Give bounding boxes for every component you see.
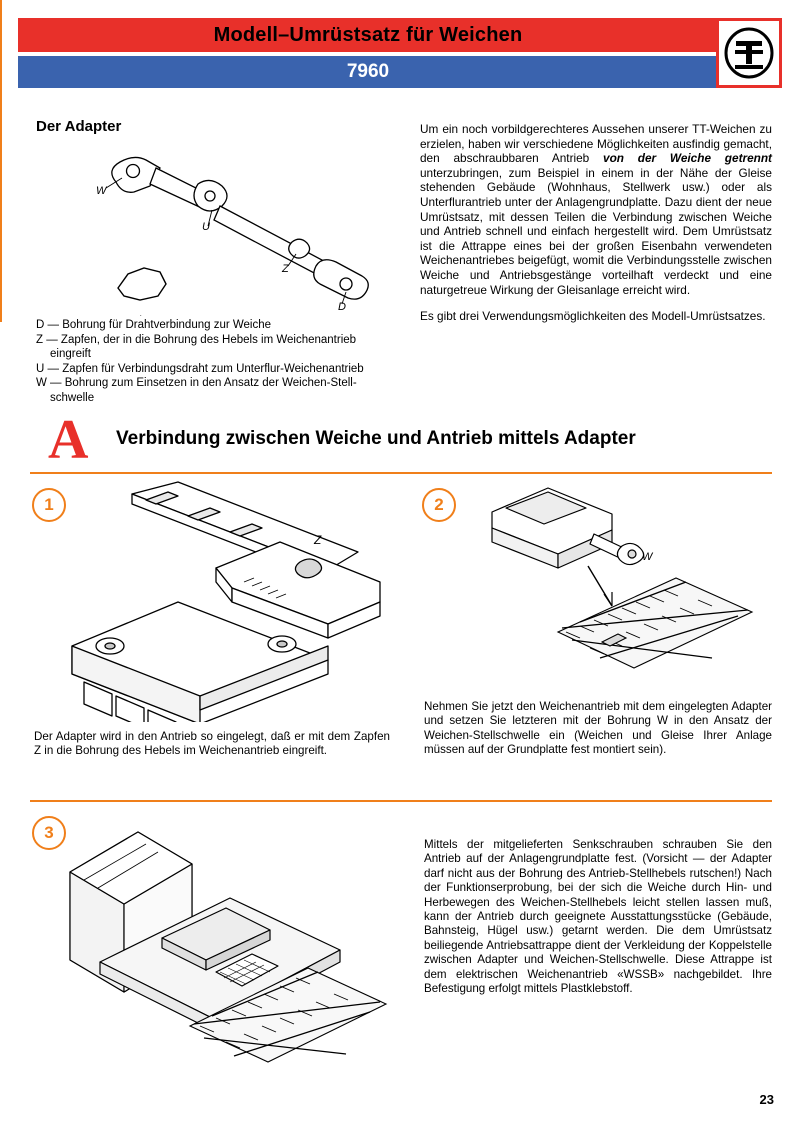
header-article-bar xyxy=(18,56,718,88)
step-badge-2: 2 xyxy=(422,488,456,522)
legend-item: W — Bohrung zum Einsetzen in den Ansatz der Weichen-Stell- xyxy=(36,377,357,390)
divider-vertical xyxy=(0,0,2,322)
step-badge-3: 3 xyxy=(32,816,66,850)
legend-item: Z — Zapfen, der in die Bohrung des Hebels im Weichenantrieb xyxy=(36,333,357,346)
page-number: 23 xyxy=(759,1092,774,1107)
figure-2-drawing xyxy=(462,482,774,690)
figure-1-label-z: Z xyxy=(314,533,322,547)
figure-step-1 xyxy=(28,478,400,722)
adapter-drawing xyxy=(30,138,390,316)
adapter-label-u: U xyxy=(202,221,210,233)
figure-step-2 xyxy=(462,482,774,690)
header-title-bar xyxy=(18,18,718,52)
intro-paragraph-2: Es gibt drei Verwendungsmöglichkeiten des Modell-Umrüstsatzes. xyxy=(420,309,766,324)
figure-2-label-w: W xyxy=(642,551,653,563)
intro-text xyxy=(420,122,772,336)
divider-top xyxy=(30,472,772,474)
step-badge-1: 1 xyxy=(32,488,66,522)
legend-item-cont: schwelle xyxy=(50,391,95,404)
section-heading: Verbindung zwischen Weiche und Antrieb mittels Adapter xyxy=(116,428,636,449)
figure-1-drawing xyxy=(28,478,400,722)
caption-step-1: Der Adapter wird in den Antrieb so eingelegt, daß er mit dem Zapfen Z in die Bohrung des Hebels im Weichenantrieb eingreift. xyxy=(34,730,390,758)
legend-item-cont: eingreift xyxy=(50,348,91,361)
legend-item: D — Bohrung für Drahtverbindung zur Weiche xyxy=(36,319,272,331)
intro-paragraph-1: Um ein noch vorbildgerechteres Aussehen unserer TT-Weichen zu erzielen, haben wir verschiedene Möglichkeiten ausfindig gemacht, den abschraubbaren Antrieb von der Weiche getrennt unterzubringen, zum Beispiel in einem in der Nähe der Gleise stehenden Gebäude (Wohnhaus, Stellwerk usw.) oder als Unterflurantrieb unter der Anlagengrundplatte. Dazu dient der neue Umrüstsatz, mit dessen Teilen die Verbindung zwischen Weiche und Antrieb schnell und einfach hergestellt wird. Dem Umrüstsatz ist die Attrappe eines bei der großen Eisenbahn verwendeten Weichenantriebes beigefügt, womit die Verbindungsstelle zwischen Weiche und Antriebsgestänge vorteilhaft verdeckt und eine naturgetreue Wirkung der Gleisanlage erreicht wird. xyxy=(420,122,772,297)
section-letter: A xyxy=(48,409,89,471)
legend-item: U — Zapfen für Verbindungsdraht zum Unterflur-Weichenantrieb xyxy=(36,362,364,375)
page-header xyxy=(18,18,782,90)
article-number: 7960 xyxy=(346,61,390,82)
tt-logo-icon xyxy=(724,27,774,79)
adapter-label-w: W xyxy=(96,185,107,197)
adapter-diagram xyxy=(30,138,390,316)
figure-step-3 xyxy=(40,812,412,1078)
caption-step-2: Nehmen Sie jetzt den Weichenantrieb mit dem eingelegten Adapter und setzen Sie letzteren mit der Bohrung W in den Ansatz der Weichen-Stellschwelle ein (Weichen und Gleise Ihrer Anlage müssen auf der Grundplatte fest montiert sein). xyxy=(424,700,772,757)
adapter-section-title: Der Adapter xyxy=(36,118,122,135)
adapter-label-z: Z xyxy=(282,263,289,275)
divider-middle xyxy=(30,800,772,802)
page-title: Modell–Umrüstsatz für Weichen xyxy=(213,23,523,46)
figure-3-drawing xyxy=(40,812,412,1078)
adapter-label-d: D xyxy=(338,301,346,313)
adapter-legend xyxy=(36,318,396,406)
caption-step-3: Mittels der mitgelieferten Senkschrauben schrauben Sie den Antrieb auf der Anlagengrundplatte fest. (Vorsicht — der Adapter darf nicht aus der Bohrung des Antrieb-Stellhebels rutschen!) Nach der Funktionserprobung, bei der sich die Weiche durch Hin- und Herbewegen des Weichen-Stellhebels leicht stellen lassen muß, kann der Antrieb durch geeignete Ausstattungsstücke (Gebäude, Bahnsteig, Hügel usw.) getarnt werden. Die dem Umrüstsatz beiliegende Antriebsattrappe dient der Verkleidung der Koppelstelle zwischen Adapter und Weichen-Stellschwelle. Diese Attrappe ist dem elektrischen Weichenantrieb «WSSB» nachgebildet. Ihre Befestigung erfolgt mittels Plastklebstoff. xyxy=(424,838,772,996)
brand-logo xyxy=(716,18,782,88)
